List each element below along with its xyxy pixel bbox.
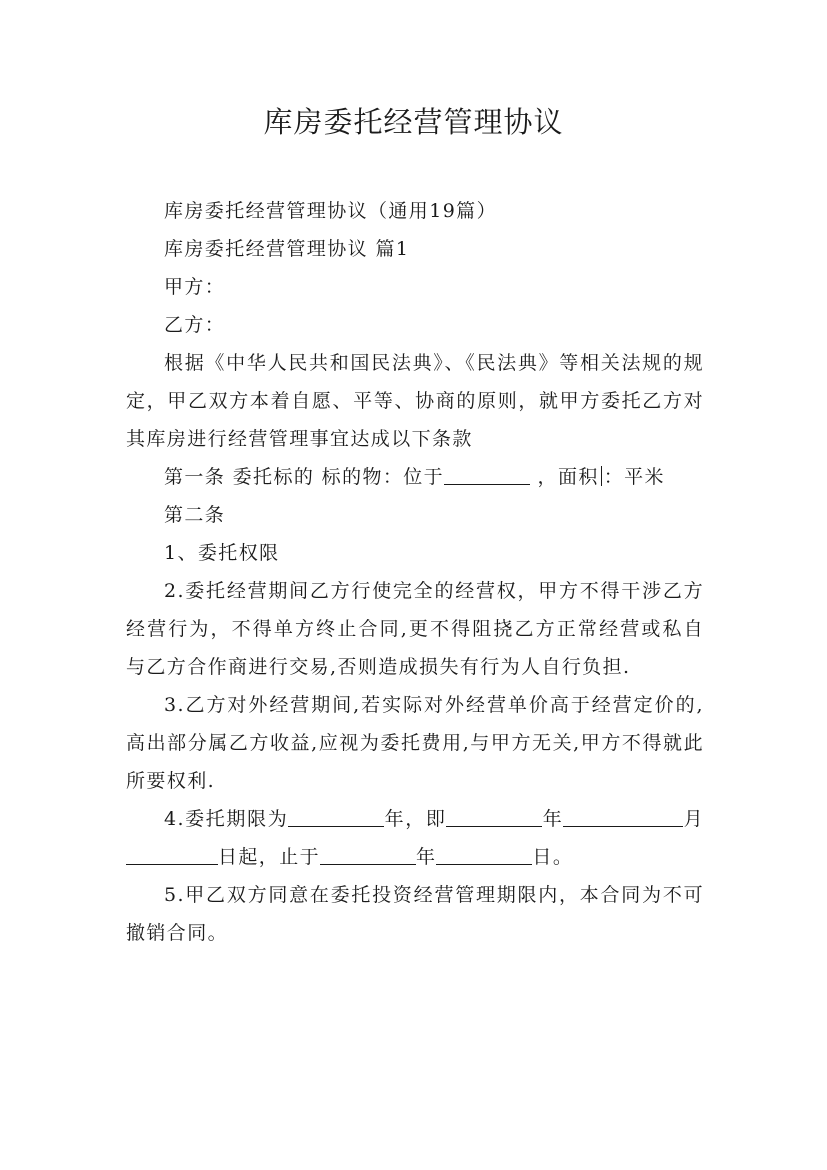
item-3: 3.乙方对外经营期间,若实际对外经营单价高于经营定价的,高出部分属乙方收益,应视为委托费用,与甲方无关,甲方不得就此所要权利. (126, 694, 704, 792)
start-year-blank (446, 804, 542, 827)
item-4-end: 日。 (532, 846, 574, 868)
article-1-paragraph (126, 458, 704, 496)
item-4-year-from: 年，即 (384, 808, 447, 830)
section-heading: 库房委托经营管理协议 篇1 (164, 238, 410, 260)
item-1: 1、委托权限 (164, 542, 280, 564)
item-2: 2.委托经营期间乙方行使完全的经营权，甲方不得干涉乙方经营行为，不得单方终止合同,更不得阻挠乙方正常经营或私自与乙方合作商进行交易,否则造成损失有行为人自行负担. (126, 580, 704, 678)
article-1-text: 第一条 委托标的 标的物：位于 (164, 466, 445, 488)
item-4-end-year-label: 年 (416, 846, 437, 868)
subtitle-line: 库房委托经营管理协议（通用19篇） (164, 200, 497, 222)
item-5: 5.甲乙双方同意在委托投资经营管理期限内，本合同为不可撤销合同。 (126, 884, 704, 944)
item-4-month-label: 月 (683, 808, 704, 830)
item-4-year-label: 年 (542, 808, 564, 830)
article-2-heading: 第二条 (164, 504, 226, 526)
intro-paragraph: 根据《中华人民共和国民法典》、《民法典》等相关法规的规定，甲乙双方本着自愿、平等、协商的原则，就甲方委托乙方对其库房进行经营管理事宜达成以下条款 (126, 352, 704, 450)
document-title: 库房委托经营管理协议 (263, 105, 564, 139)
item-4 (126, 800, 704, 876)
end-year-blank (320, 842, 416, 865)
item-4-until: 日起，止于 (218, 846, 321, 868)
item-4-label: 4.委托期限为 (164, 808, 289, 830)
end-day-blank (436, 842, 532, 865)
location-blank (444, 462, 530, 485)
article-1-area-label: ，面积 (537, 466, 599, 488)
party-a-line: 甲方： (164, 276, 226, 298)
document-body (126, 192, 704, 952)
article-1-colon: ： (603, 466, 625, 488)
start-month-blank (563, 804, 683, 827)
term-years-blank (288, 804, 384, 827)
party-b-line: 乙方： (164, 314, 226, 336)
text-cursor (601, 466, 602, 486)
start-day-blank (126, 842, 218, 865)
article-1-unit: 平米 (624, 466, 665, 488)
